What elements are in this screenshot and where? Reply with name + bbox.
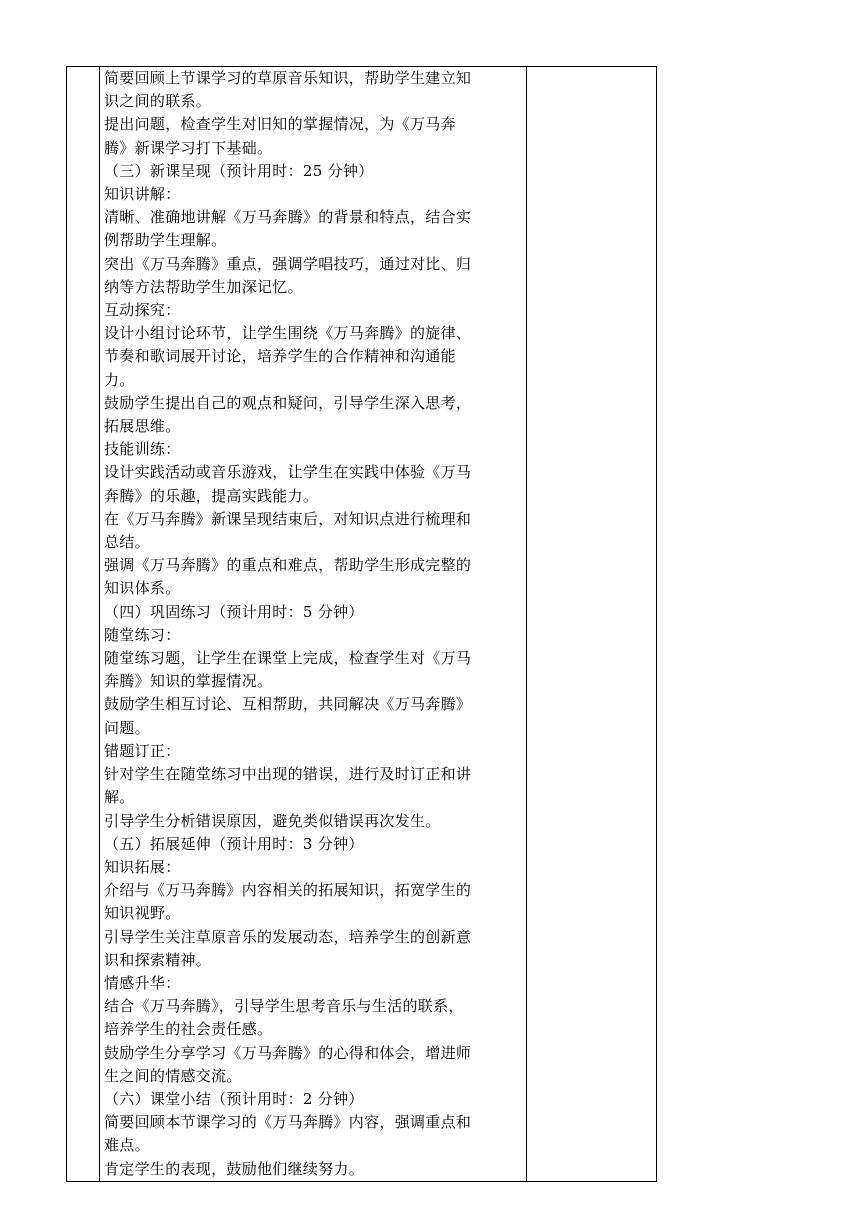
text-line: 鼓励学生提出自己的观点和疑问，引导学生深入思考， — [104, 393, 472, 412]
text-line: 难点。 — [104, 1136, 150, 1155]
text-line: 简要回顾本节课学习的《万马奔腾》内容，强调重点和 — [104, 1113, 472, 1132]
text-line: 鼓励学生相互讨论、互相帮助，共同解决《万马奔腾》 — [104, 695, 472, 714]
text-line: （五）拓展延伸（预计用时：3 分钟） — [104, 834, 364, 853]
text-line: （四）巩固练习（预计用时：5 分钟） — [104, 602, 364, 621]
text-line: （六）课堂小结（预计用时：2 分钟） — [104, 1089, 364, 1108]
text-line: 强调《万马奔腾》的重点和难点，帮助学生形成完整的 — [104, 556, 472, 575]
text-line: 知识拓展： — [104, 857, 181, 876]
text-line: 引导学生关注草原音乐的发展动态，培养学生的创新意 — [104, 927, 472, 946]
text-line: 问题。 — [104, 718, 150, 737]
text-line: 在《万马奔腾》新课呈现结束后，对知识点进行梳理和 — [104, 509, 472, 528]
text-line: 识和探索精神。 — [104, 950, 212, 969]
text-line: 力。 — [104, 370, 135, 389]
text-line: 突出《万马奔腾》重点，强调学唱技巧，通过对比、归 — [104, 254, 472, 273]
text-line: 腾》新课学习打下基础。 — [104, 138, 273, 157]
text-line: 提出问题，检查学生对旧知的掌握情况，为《万马奔 — [104, 115, 456, 134]
text-line: 拓展思维。 — [104, 417, 181, 436]
text-line: 技能训练： — [104, 440, 181, 459]
left-cell — [67, 67, 100, 1182]
text-line: 培养学生的社会责任感。 — [104, 1020, 273, 1039]
text-line: 生之间的情感交流。 — [104, 1066, 242, 1085]
text-line: 设计小组讨论环节，让学生围绕《万马奔腾》的旋律、 — [104, 324, 472, 343]
text-line: 奔腾》的乐趣，提高实践能力。 — [104, 486, 319, 505]
text-line: 针对学生在随堂练习中出现的错误，进行及时订正和讲 — [104, 765, 472, 784]
text-line: 解。 — [104, 788, 135, 807]
text-line: 情感升华： — [104, 973, 181, 992]
text-line: （三）新课呈现（预计用时：25 分钟） — [104, 161, 374, 180]
table-row — [67, 67, 657, 1182]
text-line: 错题订正： — [104, 741, 181, 760]
text-line: 设计实践活动或音乐游戏，让学生在实践中体验《万马 — [104, 463, 472, 482]
text-line: 总结。 — [104, 533, 150, 552]
content-cell — [100, 67, 527, 1182]
text-line: 随堂练习： — [104, 625, 181, 644]
text-line: 识之间的联系。 — [104, 92, 212, 111]
notes-cell — [527, 67, 657, 1182]
text-line: 介绍与《万马奔腾》内容相关的拓展知识，拓宽学生的 — [104, 881, 472, 900]
text-line: 结合《万马奔腾》，引导学生思考音乐与生活的联系， — [104, 997, 464, 1016]
text-line: 清晰、准确地讲解《万马奔腾》的背景和特点，结合实 — [104, 208, 472, 227]
text-line: 简要回顾上节课学习的草原音乐知识，帮助学生建立知 — [104, 69, 472, 87]
text-line: 知识视野。 — [104, 904, 181, 923]
text-line: 知识讲解： — [104, 185, 181, 204]
text-line: 纳等方法帮助学生加深记忆。 — [104, 277, 303, 296]
text-line: 鼓励学生分享学习《万马奔腾》的心得和体会，增进师 — [104, 1043, 472, 1062]
text-line: 互动探究： — [104, 301, 181, 320]
text-line: 随堂练习题，让学生在课堂上完成，检查学生对《万马 — [104, 649, 472, 668]
text-line: 肯定学生的表现，鼓励他们继续努力。 — [104, 1159, 365, 1178]
lesson-plan-table — [66, 66, 657, 1182]
text-line: 节奏和歌词展开讨论，培养学生的合作精神和沟通能 — [104, 347, 456, 366]
text-line: 引导学生分析错误原因，避免类似错误再次发生。 — [104, 811, 441, 830]
text-line: 例帮助学生理解。 — [104, 231, 227, 250]
text-line: 奔腾》知识的掌握情况。 — [104, 672, 273, 691]
lesson-text — [100, 67, 526, 1181]
text-line: 知识体系。 — [104, 579, 181, 598]
